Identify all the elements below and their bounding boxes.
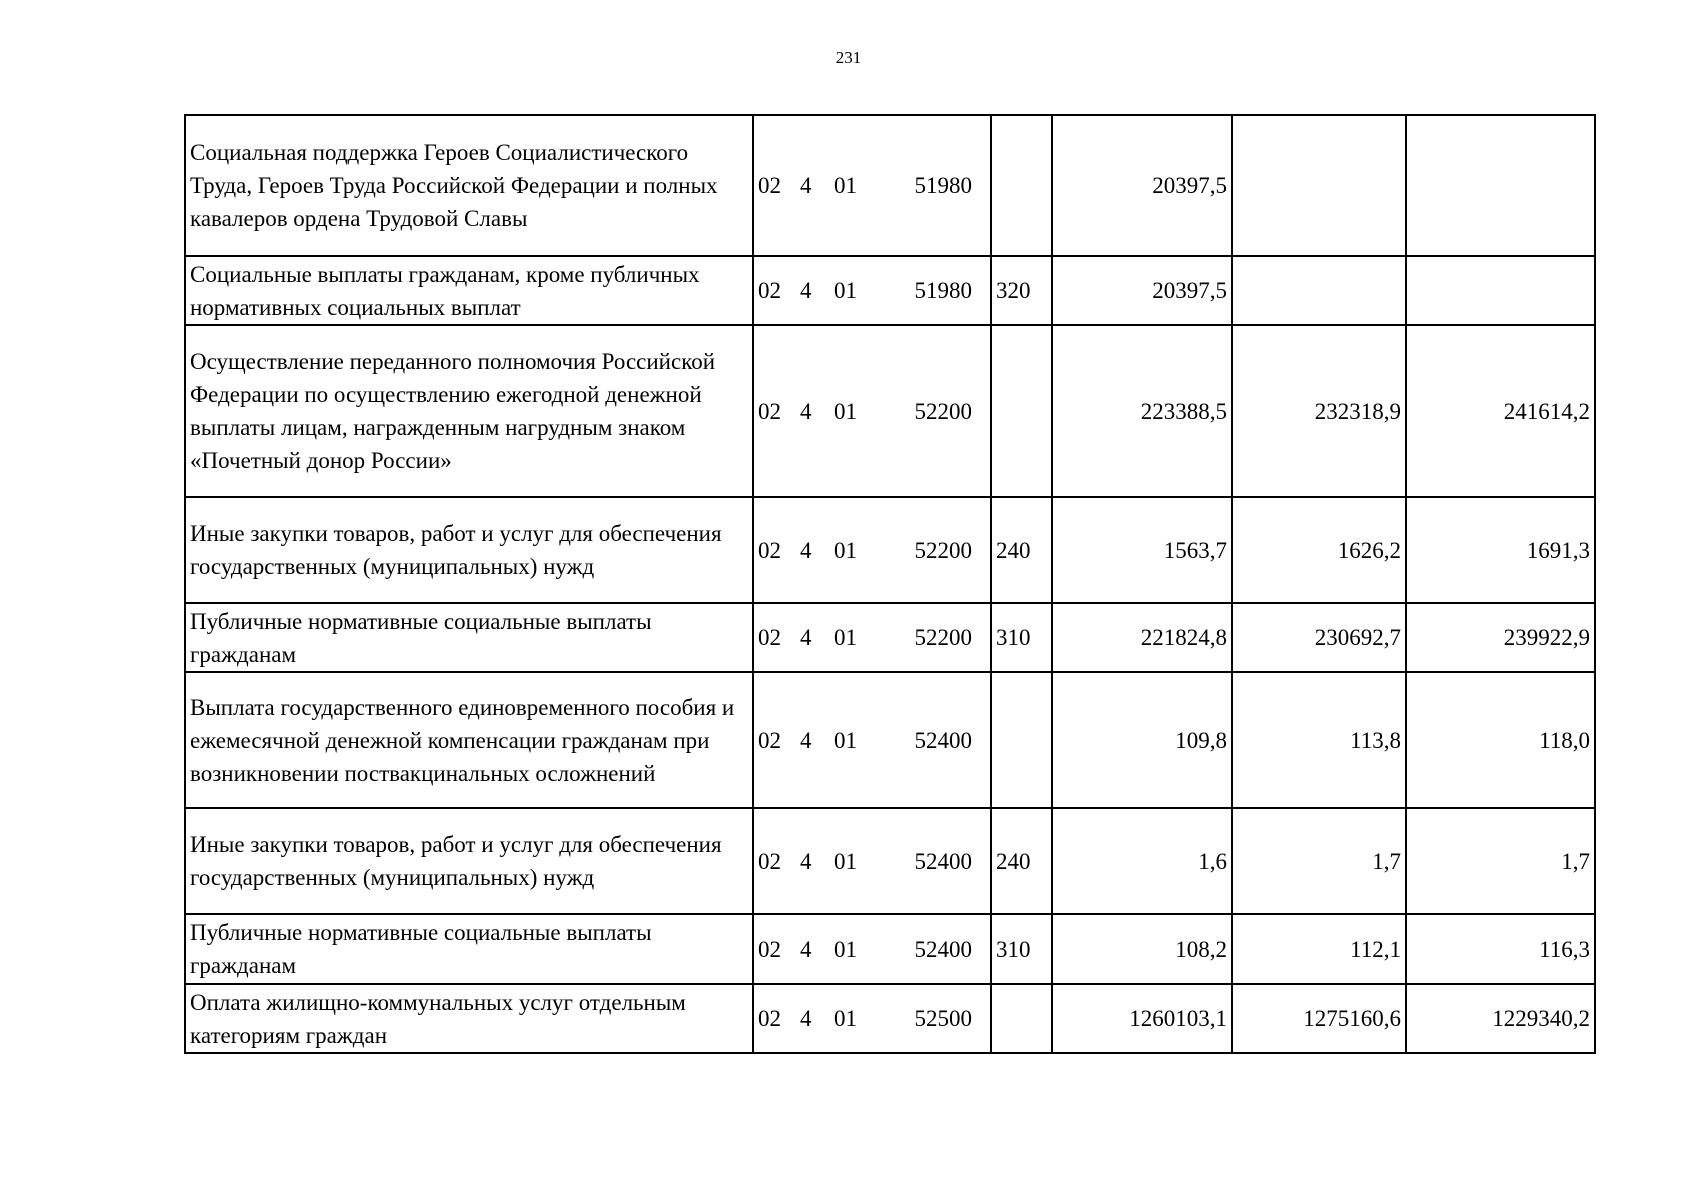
code-direction: 52400 [914,936,972,962]
row-code [753,497,991,603]
code-program: 02 [758,278,781,303]
code-direction: 52200 [914,625,972,650]
table-row [185,115,1595,256]
row-name: Публичные нормативные социальные выплаты гражданам [185,603,753,672]
table-row [185,808,1595,914]
code-subprogram: 4 [800,537,812,563]
code-activity: 01 [834,173,857,198]
row-amount-year3: 239922,9 [1406,603,1595,672]
row-amount-year1: 223388,5 [1052,325,1232,497]
row-amount-year3 [1406,115,1595,256]
row-amount-year2: 230692,7 [1232,603,1406,672]
code-direction: 52400 [914,848,972,874]
row-amount-year2: 1275160,6 [1232,984,1406,1053]
row-code [753,672,991,808]
row-amount-year2 [1232,115,1406,256]
code-activity: 01 [834,1006,857,1031]
row-code [753,325,991,497]
table-row [185,325,1595,497]
code-subprogram: 4 [800,936,812,962]
row-expense-type: 240 [991,808,1052,914]
row-code [753,914,991,984]
table-row [185,914,1595,984]
row-amount-year1: 221824,8 [1052,603,1232,672]
row-expense-type [991,984,1052,1053]
row-name: Осуществление переданного полномочия Российской Федерации по осуществлению ежегодной денежной выплаты лицам, награжденным нагрудным знаком «Почетный донор России» [185,325,753,497]
row-expense-type: 240 [991,497,1052,603]
code-direction: 51980 [914,278,972,303]
table-row [185,497,1595,603]
row-amount-year1: 20397,5 [1052,115,1232,256]
code-subprogram: 4 [800,848,812,874]
code-program: 02 [758,537,781,563]
code-program: 02 [758,625,781,650]
code-subprogram: 4 [800,727,812,753]
row-name: Иные закупки товаров, работ и услуг для обеспечения государственных (муниципальных) нужд [185,808,753,914]
row-amount-year3 [1406,256,1595,325]
code-direction: 52200 [914,537,972,563]
row-expense-type: 310 [991,914,1052,984]
row-name: Социальная поддержка Героев Социалистического Труда, Героев Труда Российской Федерации и полных кавалеров ордена Трудовой Славы [185,115,753,256]
code-activity: 01 [834,625,857,650]
code-activity: 01 [834,398,857,424]
code-program: 02 [758,173,781,198]
row-amount-year1: 108,2 [1052,914,1232,984]
page-number: 231 [835,48,862,67]
table-row [185,672,1595,808]
row-code [753,603,991,672]
row-amount-year2: 232318,9 [1232,325,1406,497]
row-amount-year1: 20397,5 [1052,256,1232,325]
row-amount-year2: 113,8 [1232,672,1406,808]
code-subprogram: 4 [800,1006,812,1031]
row-amount-year3: 241614,2 [1406,325,1595,497]
row-amount-year2: 1626,2 [1232,497,1406,603]
code-direction: 52500 [914,1006,972,1031]
row-expense-type [991,672,1052,808]
table-row [185,984,1595,1053]
budget-table [184,114,1596,1054]
row-amount-year1: 1,6 [1052,808,1232,914]
row-amount-year3: 1229340,2 [1406,984,1595,1053]
code-activity: 01 [834,727,857,753]
row-code [753,984,991,1053]
row-amount-year3: 116,3 [1406,914,1595,984]
code-subprogram: 4 [800,173,812,198]
row-amount-year1: 109,8 [1052,672,1232,808]
table-row [185,256,1595,325]
row-amount-year3: 1,7 [1406,808,1595,914]
code-subprogram: 4 [800,625,812,650]
code-program: 02 [758,936,781,962]
code-activity: 01 [834,848,857,874]
code-activity: 01 [834,537,857,563]
code-subprogram: 4 [800,398,812,424]
row-expense-type [991,115,1052,256]
code-direction: 51980 [914,173,972,198]
code-subprogram: 4 [800,278,812,303]
code-program: 02 [758,848,781,874]
row-amount-year1: 1563,7 [1052,497,1232,603]
code-activity: 01 [834,278,857,303]
row-amount-year2: 112,1 [1232,914,1406,984]
row-code [753,808,991,914]
row-name: Публичные нормативные социальные выплаты гражданам [185,914,753,984]
code-direction: 52400 [914,727,972,753]
code-direction: 52200 [914,398,972,424]
row-expense-type: 320 [991,256,1052,325]
table-row [185,603,1595,672]
code-activity: 01 [834,936,857,962]
row-expense-type: 310 [991,603,1052,672]
row-amount-year3: 1691,3 [1406,497,1595,603]
row-name: Выплата государственного единовременного пособия и ежемесячной денежной компенсации гражданам при возникновении поствакцинальных осложнений [185,672,753,808]
row-amount-year1: 1260103,1 [1052,984,1232,1053]
code-program: 02 [758,727,781,753]
row-amount-year2 [1232,256,1406,325]
row-amount-year3: 118,0 [1406,672,1595,808]
row-name: Социальные выплаты гражданам, кроме публичных нормативных социальных выплат [185,256,753,325]
code-program: 02 [758,398,781,424]
row-name: Оплата жилищно-коммунальных услуг отдельным категориям граждан [185,984,753,1053]
code-program: 02 [758,1006,781,1031]
row-name: Иные закупки товаров, работ и услуг для обеспечения государственных (муниципальных) нужд [185,497,753,603]
row-code [753,115,991,256]
row-expense-type [991,325,1052,497]
row-amount-year2: 1,7 [1232,808,1406,914]
row-code [753,256,991,325]
